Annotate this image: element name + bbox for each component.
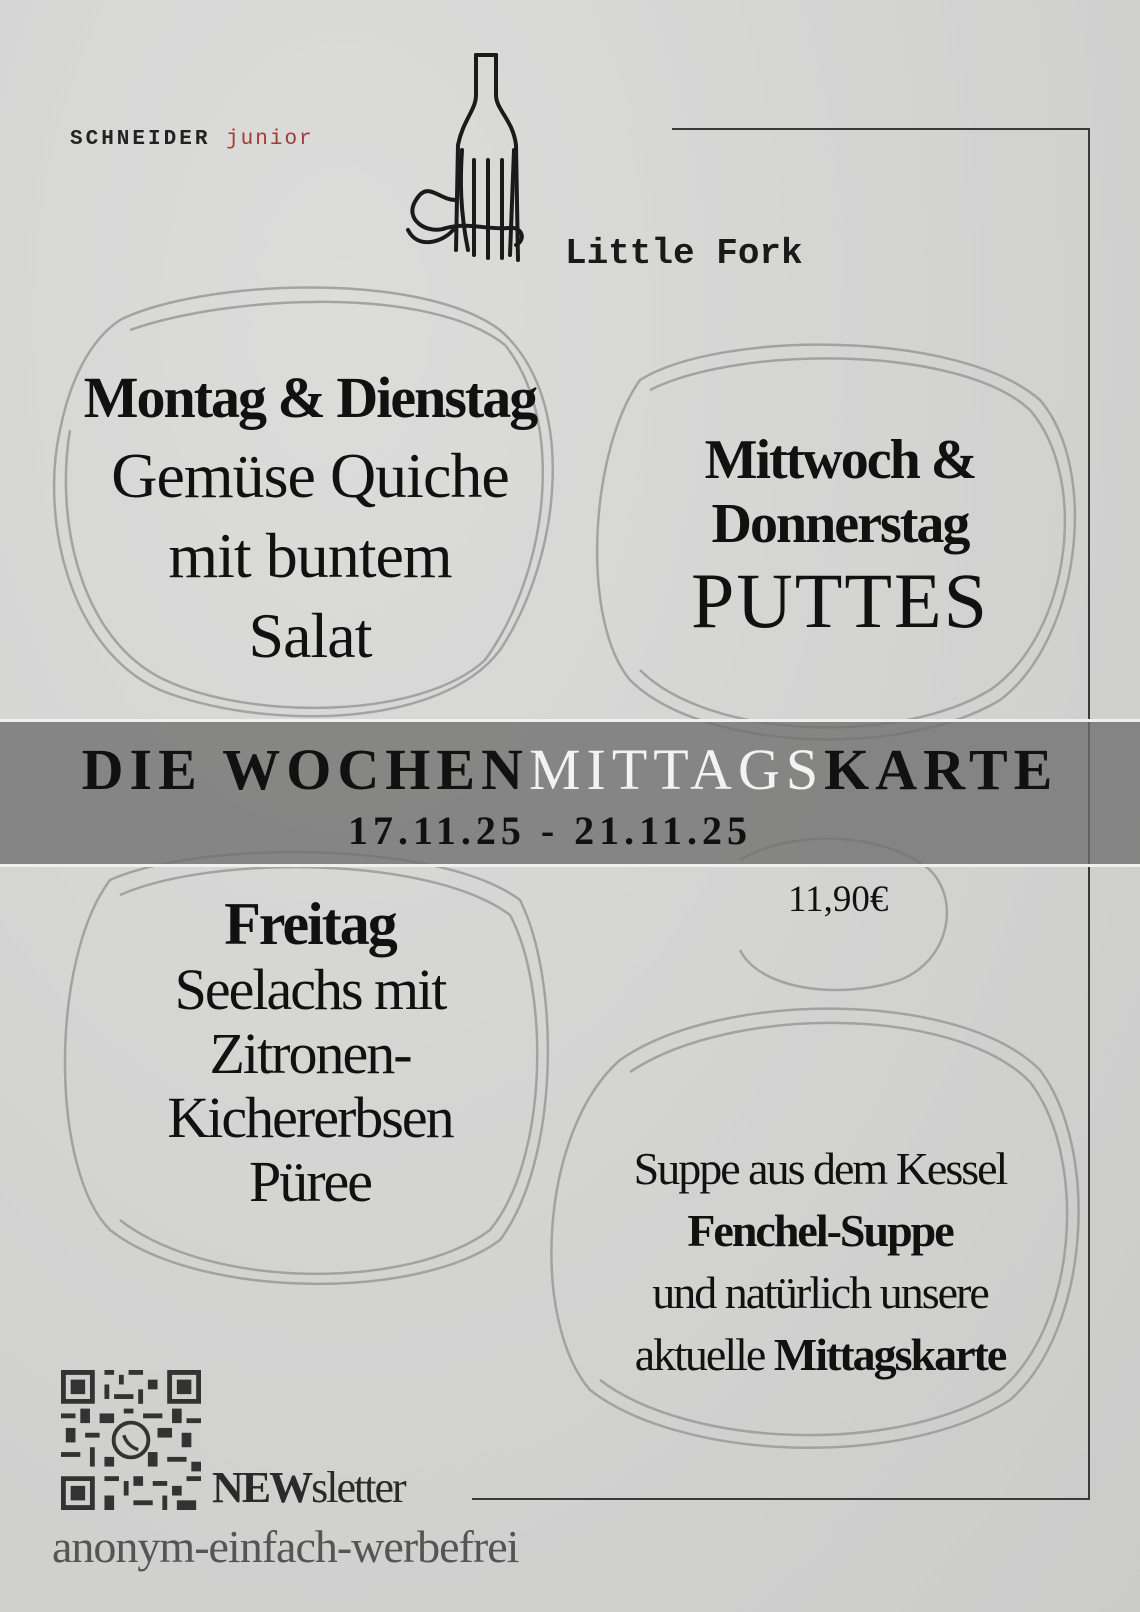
friday-dish-line-4: Püree xyxy=(248,1149,372,1214)
newsletter-tagline: anonym-einfach-werbefrei xyxy=(52,1521,519,1572)
soup-name: Fenchel-Suppe xyxy=(687,1205,953,1256)
wednesday-dish: PUTTES xyxy=(690,557,990,644)
frame-top-line xyxy=(672,128,1090,130)
soup-line-1: Suppe aus dem Kessel xyxy=(633,1143,1007,1194)
qr-code-icon[interactable] xyxy=(58,1370,204,1510)
friday-dish-line-2: Zitronen- xyxy=(209,1021,411,1086)
monday-dish-line-1: Gemüse Quiche xyxy=(111,440,509,511)
wednesday-day-line-2: Donnerstag xyxy=(711,493,969,555)
soup-line-4-plain: aktuelle xyxy=(634,1329,765,1380)
newsletter-bold: NEW xyxy=(212,1463,312,1512)
soup-line-4 xyxy=(540,1324,1100,1386)
friday-day-label: Freitag xyxy=(224,891,396,957)
newsletter-label[interactable] xyxy=(212,1462,405,1513)
wednesday-section xyxy=(620,428,1060,646)
wednesday-day-line-1: Mittwoch & xyxy=(704,429,976,491)
brand-name-accent: junior xyxy=(226,128,314,151)
brand-name-main: SCHNEIDER xyxy=(70,128,211,151)
friday-dish-line-3: Kichererbsen xyxy=(167,1085,453,1150)
banner-title-part-2: KARTE xyxy=(824,737,1059,802)
soup-line-4-bold: Mittagskarte xyxy=(773,1329,1006,1380)
banner-title xyxy=(0,736,1140,803)
monday-day-label: Montag & Dienstag xyxy=(83,365,537,430)
newsletter-rest: sletter xyxy=(311,1463,405,1512)
week-banner xyxy=(0,719,1140,867)
frame-bottom-line xyxy=(472,1498,1090,1500)
banner-title-part-1: DIE WOCHEN xyxy=(81,737,529,802)
soup-section xyxy=(540,1138,1100,1386)
banner-date-range: 17.11.25 - 21.11.25 xyxy=(348,808,752,853)
soup-line-3: und natürlich unsere xyxy=(652,1267,988,1318)
monday-section xyxy=(40,366,580,676)
banner-title-highlight: MITTAGS xyxy=(528,737,825,802)
price-label: 11,90€ xyxy=(788,879,889,920)
friday-dish-line-1: Seelachs mit xyxy=(174,957,446,1022)
fork-bottle-logo-icon xyxy=(398,50,538,280)
friday-section xyxy=(60,890,560,1214)
brand-name xyxy=(70,128,314,151)
monday-dish-line-2: mit buntem xyxy=(168,520,452,591)
monday-dish-line-3: Salat xyxy=(248,600,372,671)
brand-subname: Little Fork xyxy=(565,233,803,274)
